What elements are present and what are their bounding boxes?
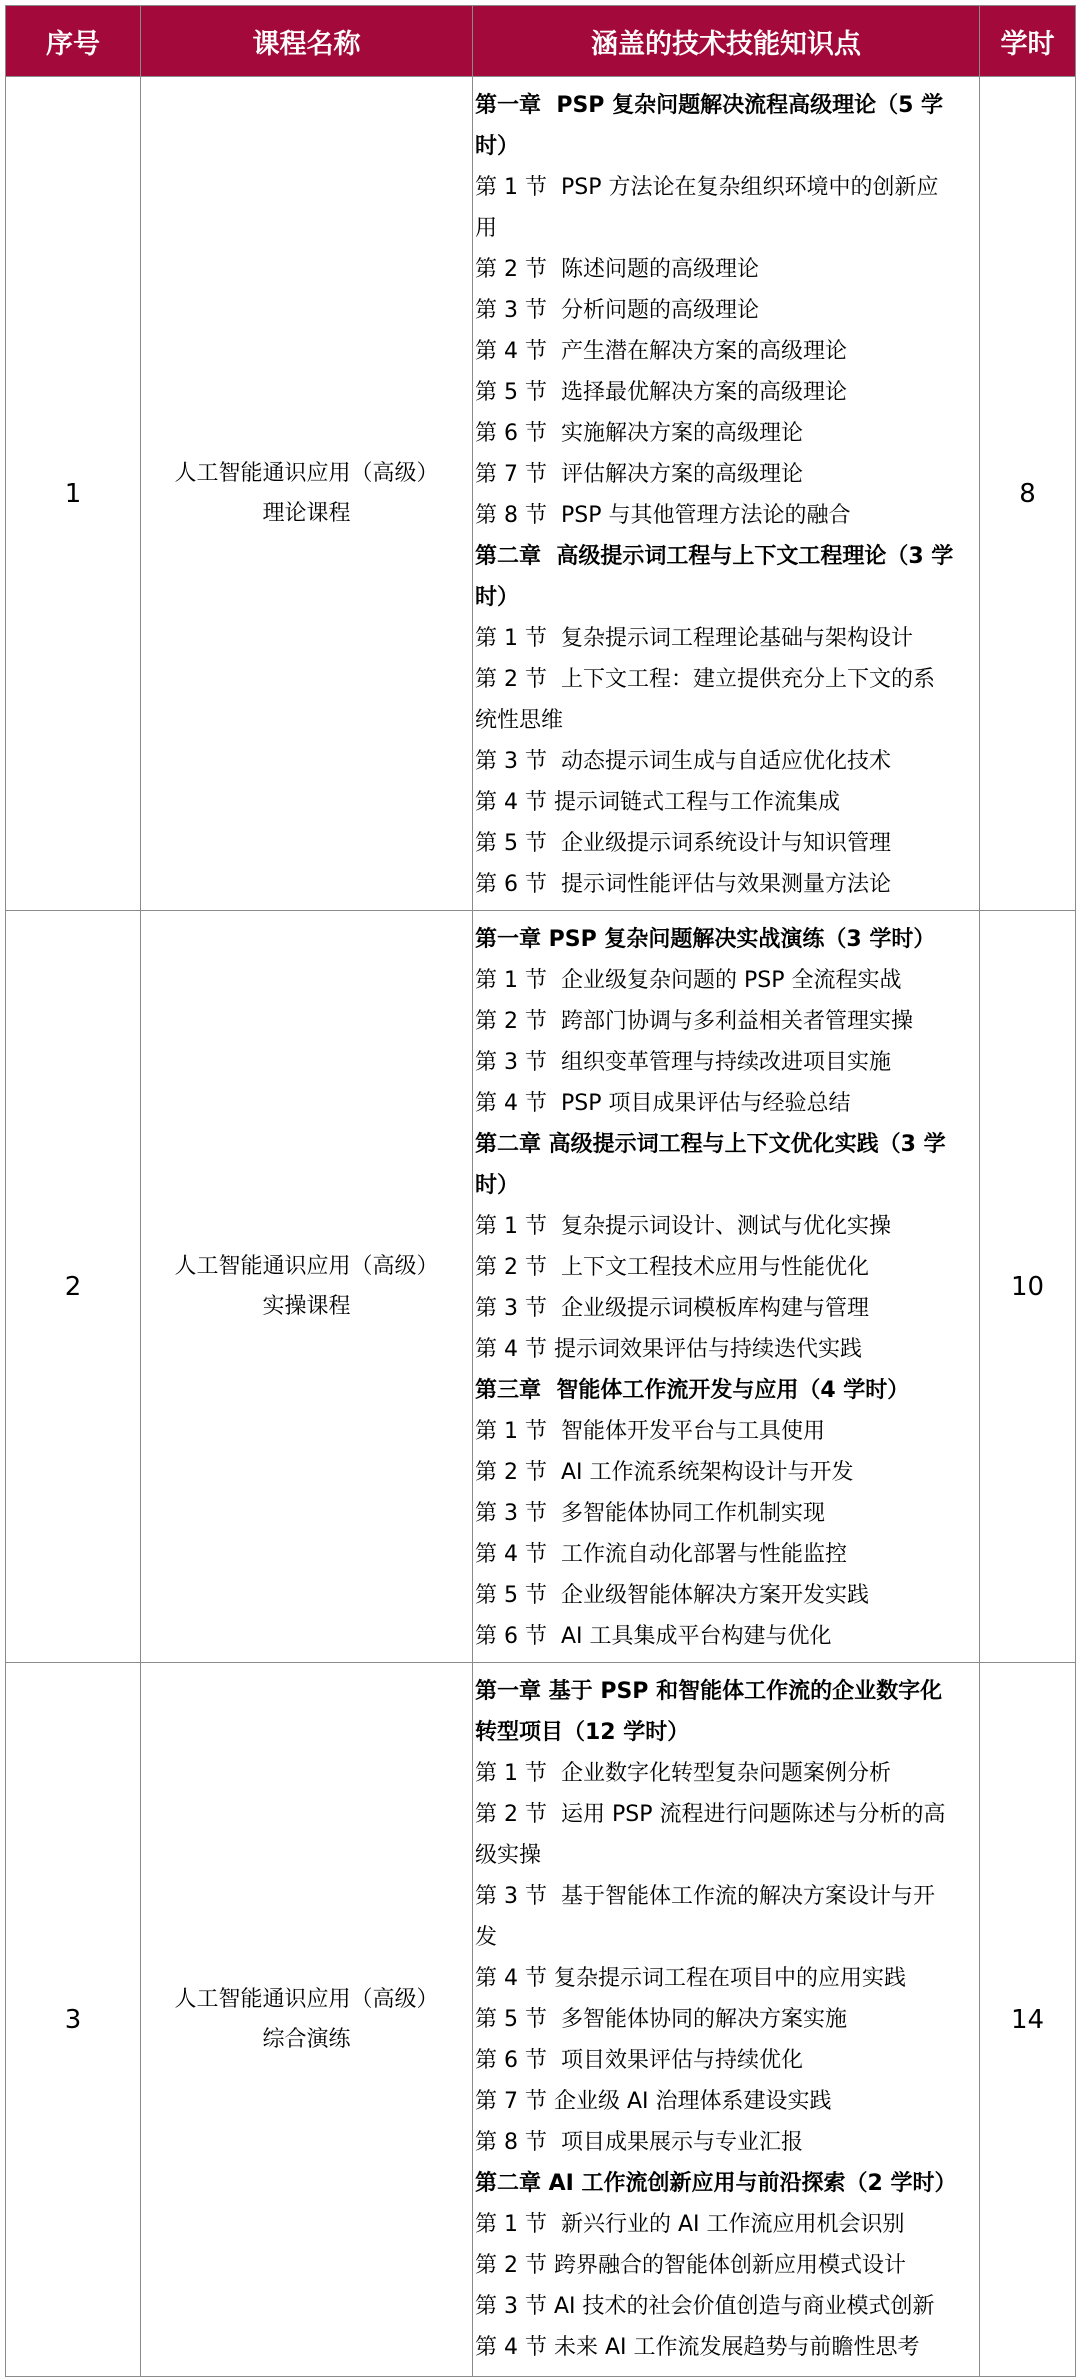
- hours-cell: 14: [980, 1663, 1076, 2377]
- chapter-heading: 时）: [475, 1173, 520, 1198]
- section-item: 第 2 节 上下文工程：建立提供充分上下文的系: [475, 667, 935, 692]
- header-topics: 涵盖的技术技能知识点: [473, 6, 980, 77]
- section-item: 第 3 节 多智能体协同工作机制实现: [475, 1501, 825, 1526]
- section-item: 第 5 节 企业级智能体解决方案开发实践: [475, 1583, 869, 1608]
- course-name-line: 理论课程: [262, 500, 351, 526]
- chapter-heading: 时）: [475, 134, 520, 159]
- topics-cell: [473, 1663, 980, 2377]
- topics-cell: [473, 77, 980, 911]
- section-item: 第 2 节 陈述问题的高级理论: [475, 257, 759, 282]
- row-number: 2: [6, 911, 141, 1663]
- table-row: [6, 77, 1076, 911]
- table-body: [6, 77, 1076, 2377]
- section-item: 第 6 节 实施解决方案的高级理论: [475, 421, 803, 446]
- section-item: 用: [475, 216, 498, 241]
- course-name-line: 人工智能通识应用（高级）: [174, 460, 439, 486]
- topics-cell: [473, 911, 980, 1663]
- section-item: 第 6 节 AI 工具集成平台构建与优化: [475, 1624, 832, 1649]
- section-item: 第 1 节 智能体开发平台与工具使用: [475, 1419, 825, 1444]
- section-item: 第 3 节 企业级提示词模板库构建与管理: [475, 1296, 869, 1321]
- row-number: 1: [6, 77, 141, 911]
- section-item: 第 1 节 PSP 方法论在复杂组织环境中的创新应: [475, 175, 939, 200]
- section-item: 第 2 节 运用 PSP 流程进行问题陈述与分析的高: [475, 1802, 946, 1827]
- chapter-heading: 第一章 基于 PSP 和智能体工作流的企业数字化: [475, 1679, 943, 1704]
- section-item: 第 3 节 动态提示词生成与自适应优化技术: [475, 749, 891, 774]
- section-item: 第 6 节 提示词性能评估与效果测量方法论: [475, 872, 891, 897]
- section-item: 第 5 节 多智能体协同的解决方案实施: [475, 2007, 847, 2032]
- section-item: 第 7 节 企业级 AI 治理体系建设实践: [475, 2089, 832, 2114]
- course-name-cell: [141, 77, 473, 911]
- course-name-line: 综合演练: [262, 2026, 351, 2052]
- row-number: 3: [6, 1663, 141, 2377]
- chapter-heading: 第一章 PSP 复杂问题解决流程高级理论（5 学: [475, 93, 944, 118]
- section-item: 第 1 节 企业级复杂问题的 PSP 全流程实战: [475, 968, 902, 993]
- chapter-heading: 第二章 高级提示词工程与上下文优化实践（3 学: [475, 1132, 946, 1157]
- section-item: 第 4 节 复杂提示词工程在项目中的应用实践: [475, 1966, 906, 1991]
- course-name-line: 实操课程: [262, 1293, 351, 1319]
- section-item: 第 4 节 提示词效果评估与持续迭代实践: [475, 1337, 862, 1362]
- header-course-name: 课程名称: [141, 6, 473, 77]
- section-item: 第 1 节 新兴行业的 AI 工作流应用机会识别: [475, 2212, 905, 2237]
- section-item: 第 8 节 项目成果展示与专业汇报: [475, 2130, 803, 2155]
- course-name-cell: [141, 1663, 473, 2377]
- section-item: 第 2 节 AI 工作流系统架构设计与开发: [475, 1460, 854, 1485]
- section-item: 第 3 节 组织变革管理与持续改进项目实施: [475, 1050, 891, 1075]
- section-item: 第 3 节 基于智能体工作流的解决方案设计与开: [475, 1884, 935, 1909]
- course-name-cell: [141, 911, 473, 1663]
- course-table: [5, 5, 1076, 2377]
- table-row: [6, 1663, 1076, 2377]
- section-item: 第 6 节 项目效果评估与持续优化: [475, 2048, 803, 2073]
- table-header: [6, 6, 1076, 77]
- course-table-container: [5, 5, 1075, 2377]
- section-item: 第 3 节 分析问题的高级理论: [475, 298, 759, 323]
- chapter-heading: 第三章 智能体工作流开发与应用（4 学时）: [475, 1378, 910, 1403]
- section-item: 第 4 节 提示词链式工程与工作流集成: [475, 790, 840, 815]
- section-item: 第 1 节 复杂提示词工程理论基础与架构设计: [475, 626, 913, 651]
- section-item: 第 4 节 未来 AI 工作流发展趋势与前瞻性思考: [475, 2335, 920, 2360]
- section-item: 第 4 节 产生潜在解决方案的高级理论: [475, 339, 847, 364]
- chapter-heading: 第一章 PSP 复杂问题解决实战演练（3 学时）: [475, 927, 936, 952]
- header-hours: 学时: [980, 6, 1076, 77]
- section-item: 第 5 节 选择最优解决方案的高级理论: [475, 380, 847, 405]
- table-row: [6, 911, 1076, 1663]
- section-item: 第 2 节 跨界融合的智能体创新应用模式设计: [475, 2253, 906, 2278]
- section-item: 第 3 节 AI 技术的社会价值创造与商业模式创新: [475, 2294, 935, 2319]
- section-item: 统性思维: [475, 708, 564, 733]
- hours-cell: 10: [980, 911, 1076, 1663]
- chapter-heading: 时）: [475, 585, 520, 610]
- section-item: 第 1 节 复杂提示词设计、测试与优化实操: [475, 1214, 891, 1239]
- chapter-heading: 转型项目（12 学时）: [475, 1720, 690, 1745]
- section-item: 第 2 节 上下文工程技术应用与性能优化: [475, 1255, 869, 1280]
- chapter-heading: 第二章 AI 工作流创新应用与前沿探索（2 学时）: [475, 2171, 957, 2196]
- section-item: 第 4 节 PSP 项目成果评估与经验总结: [475, 1091, 851, 1116]
- section-item: 发: [475, 1925, 498, 1950]
- section-item: 级实操: [475, 1843, 542, 1868]
- course-name-line: 人工智能通识应用（高级）: [174, 1253, 439, 1279]
- section-item: 第 4 节 工作流自动化部署与性能监控: [475, 1542, 847, 1567]
- section-item: 第 8 节 PSP 与其他管理方法论的融合: [475, 503, 851, 528]
- chapter-heading: 第二章 高级提示词工程与上下文工程理论（3 学: [475, 544, 954, 569]
- section-item: 第 7 节 评估解决方案的高级理论: [475, 462, 803, 487]
- section-item: 第 2 节 跨部门协调与多利益相关者管理实操: [475, 1009, 913, 1034]
- header-row: [6, 6, 1076, 77]
- hours-cell: 8: [980, 77, 1076, 911]
- section-item: 第 5 节 企业级提示词系统设计与知识管理: [475, 831, 891, 856]
- section-item: 第 1 节 企业数字化转型复杂问题案例分析: [475, 1761, 891, 1786]
- course-name-line: 人工智能通识应用（高级）: [174, 1986, 439, 2012]
- header-number: 序号: [6, 6, 141, 77]
